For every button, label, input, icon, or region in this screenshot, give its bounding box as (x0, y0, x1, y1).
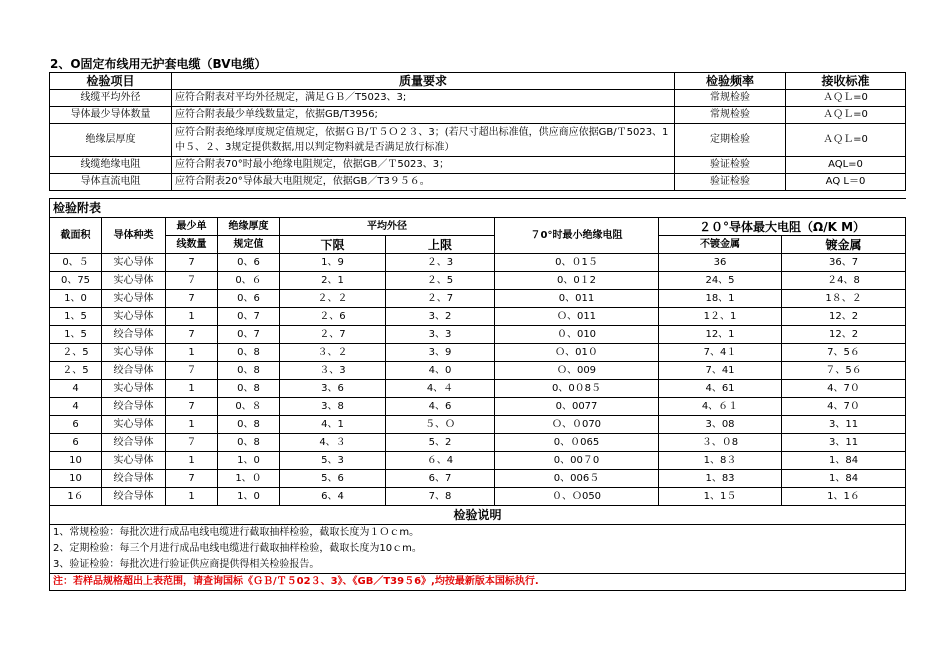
frequency-cell: 常规检验 (675, 90, 786, 107)
requirement-cell: 应符合附表70°时最小绝缘电阻规定，依据GB／Ｔ5023、3； (172, 157, 675, 174)
min-count-cell: 1 (166, 380, 218, 398)
type-cell: 实心导体 (102, 452, 166, 470)
thickness-cell: 0、8 (218, 362, 280, 380)
min-resistance-cell: 0、０065 (495, 434, 659, 452)
upper-cell: 3、2 (386, 308, 495, 326)
type-cell: 实心导体 (102, 416, 166, 434)
unplated-cell: 4、61 (659, 380, 782, 398)
lower-cell: 4、1 (280, 416, 386, 434)
plated-cell: ７、5６ (782, 362, 906, 380)
upper-cell: 5、2 (386, 434, 495, 452)
thickness-cell: 0、８ (218, 398, 280, 416)
min-resistance-cell: Ｏ、009 (495, 362, 659, 380)
min-resistance-cell: 0、00７0 (495, 452, 659, 470)
header-size: 截面积 (50, 218, 102, 254)
unplated-cell: 24、5 (659, 272, 782, 290)
lower-cell: 3、8 (280, 398, 386, 416)
min-count-cell: 7 (166, 254, 218, 272)
plated-cell: 3、11 (782, 434, 906, 452)
plated-cell: 1、84 (782, 470, 906, 488)
upper-cell: 3、9 (386, 344, 495, 362)
min-resistance-cell: 0、0１2 (495, 272, 659, 290)
min-count-cell: 1 (166, 308, 218, 326)
table-row (50, 398, 906, 416)
plated-cell: 7、5６ (782, 344, 906, 362)
lower-cell: 6、4 (280, 488, 386, 506)
thickness-cell: 1、０ (218, 470, 280, 488)
header-upper: 上限 (386, 236, 495, 254)
header-unplated: 不镀金属 (659, 236, 782, 254)
min-resistance-cell: Ｏ、０070 (495, 416, 659, 434)
size-cell: 6 (50, 434, 102, 452)
frequency-cell: 常规检验 (675, 107, 786, 124)
header-acceptance: 接收标准 (786, 73, 906, 90)
table-row (50, 380, 906, 398)
unplated-cell: 1２、1 (659, 308, 782, 326)
header-conductor-type: 导体种类 (102, 218, 166, 254)
min-count-cell: ７ (166, 272, 218, 290)
header-min-count-line2: 线数量 (166, 236, 218, 254)
thickness-cell: 1、0 (218, 488, 280, 506)
thickness-cell: 0、6 (218, 290, 280, 308)
thickness-cell: 0、7 (218, 326, 280, 344)
table-row (50, 434, 906, 452)
min-count-cell: 1 (166, 416, 218, 434)
appendix-table (49, 198, 906, 591)
plated-cell: 1、1６ (782, 488, 906, 506)
unplated-cell: 1、83 (659, 470, 782, 488)
table-row (50, 452, 906, 470)
table-row (50, 416, 906, 434)
lower-cell: ２、7 (280, 326, 386, 344)
unplated-cell: 7、4１ (659, 344, 782, 362)
lower-cell: 4、３ (280, 434, 386, 452)
notes-title: 检验说明 (50, 506, 906, 525)
unplated-cell: 1、8３ (659, 452, 782, 470)
size-cell: 1、5 (50, 308, 102, 326)
header-thickness-line2: 规定值 (218, 236, 280, 254)
frequency-cell: 验证检验 (675, 174, 786, 191)
table-row (50, 90, 906, 107)
lower-cell: 1、9 (280, 254, 386, 272)
upper-cell: 3、3 (386, 326, 495, 344)
note-row (50, 525, 906, 542)
plated-cell: 1８、２ (782, 290, 906, 308)
table-row (50, 124, 906, 157)
size-cell: 10 (50, 452, 102, 470)
upper-cell: ５、Ｏ (386, 416, 495, 434)
lower-cell: 5、3 (280, 452, 386, 470)
thickness-cell: 0、8 (218, 434, 280, 452)
min-resistance-cell: Ｏ、01０ (495, 344, 659, 362)
type-cell: 绞合导体 (102, 488, 166, 506)
table-row (50, 344, 906, 362)
size-cell: 4 (50, 398, 102, 416)
size-cell: 1、5 (50, 326, 102, 344)
upper-cell: 4、４ (386, 380, 495, 398)
note-line: 2、定期检验：每三个月进行成品电线电缆进行截取抽样检验，截取长度为10ｃm。 (50, 541, 906, 557)
type-cell: 绞合导体 (102, 434, 166, 452)
item-cell: 线缆平均外径 (50, 90, 172, 107)
size-cell: 1６ (50, 488, 102, 506)
type-cell: 实心导体 (102, 380, 166, 398)
min-count-cell: 7 (166, 326, 218, 344)
table-row (50, 362, 906, 380)
table-row (50, 272, 906, 290)
lower-cell: ２、２ (280, 290, 386, 308)
unplated-cell: ３、０8 (659, 434, 782, 452)
requirement-cell: 应符合附表20°导体最大电阻规定，依据GB／T3９５６。 (172, 174, 675, 191)
table-row (50, 107, 906, 124)
plated-cell: 4、7０ (782, 398, 906, 416)
type-cell: 绞合导体 (102, 398, 166, 416)
lower-cell: 2、1 (280, 272, 386, 290)
type-cell: 实心导体 (102, 254, 166, 272)
warning-text: 注：若样品规格超出上表范围，请查询国标《ＧＢ/Ｔ５02３、3》、《GB／T39５6》,均按最新版本国标执行. (50, 574, 906, 591)
min-resistance-cell: ０、010 (495, 326, 659, 344)
min-resistance-cell: 0、011 (495, 290, 659, 308)
acceptance-cell: ＡＱＬ=0 (786, 90, 906, 107)
spec-table (49, 72, 906, 191)
header-min-count-line1: 最少单 (166, 218, 218, 236)
upper-cell: ２、3 (386, 254, 495, 272)
appendix-header-row-2 (50, 236, 906, 254)
plated-cell: 36、7 (782, 254, 906, 272)
plated-cell: 12、2 (782, 308, 906, 326)
note-line: 3、验证检验：每批次进行验证供应商提供得相关检验报告。 (50, 557, 906, 574)
unplated-cell: 36 (659, 254, 782, 272)
unplated-cell: 3、08 (659, 416, 782, 434)
min-count-cell: ７ (166, 362, 218, 380)
notes-title-row (50, 506, 906, 525)
lower-cell: ２、6 (280, 308, 386, 326)
lower-cell: 5、6 (280, 470, 386, 488)
type-cell: 实心导体 (102, 290, 166, 308)
appendix-body (50, 254, 906, 506)
item-cell: 线缆绝缘电阻 (50, 157, 172, 174)
type-cell: 绞合导体 (102, 470, 166, 488)
upper-cell: 4、6 (386, 398, 495, 416)
requirement-cell: 应符合附表对平均外径规定，满足ＧＢ／T5023、3; (172, 90, 675, 107)
min-resistance-cell: 0、0077 (495, 398, 659, 416)
header-plated: 镀金属 (782, 236, 906, 254)
table-row (50, 308, 906, 326)
min-resistance-cell: 0、006５ (495, 470, 659, 488)
appendix-title: 检验附表 (50, 199, 906, 218)
acceptance-cell: AQ L＝0 (786, 174, 906, 191)
min-count-cell: 7 (166, 398, 218, 416)
size-cell: ２、5 (50, 362, 102, 380)
requirement-cell: 应符合附表最少单线数量定，依据GB/T3956; (172, 107, 675, 124)
size-cell: 4 (50, 380, 102, 398)
type-cell: 实心导体 (102, 272, 166, 290)
min-count-cell: 1 (166, 344, 218, 362)
size-cell: 0、５ (50, 254, 102, 272)
unplated-cell: 4、６１ (659, 398, 782, 416)
thickness-cell: 0、8 (218, 380, 280, 398)
min-count-cell: 1 (166, 488, 218, 506)
item-cell: 导体最少导体数量 (50, 107, 172, 124)
table-row (50, 326, 906, 344)
min-resistance-cell: 0、０1５ (495, 254, 659, 272)
frequency-cell: 定期检验 (675, 124, 786, 157)
document-title: 2、O固定布线用无护套电缆（BV电缆） (50, 57, 267, 71)
min-resistance-cell: 0、0０8５ (495, 380, 659, 398)
spec-table-header (50, 73, 906, 90)
plated-cell: 12、2 (782, 326, 906, 344)
note-line: 1、常规检验：每批次进行成品电线电缆进行截取抽样检验，截取长度为１Ｏｃm。 (50, 525, 906, 542)
header-frequency: 检验频率 (675, 73, 786, 90)
lower-cell: ３、3 (280, 362, 386, 380)
header-item: 检验项目 (50, 73, 172, 90)
acceptance-cell: ＡＱＬ=0 (786, 107, 906, 124)
type-cell: 绞合导体 (102, 326, 166, 344)
acceptance-cell: AQL=0 (786, 157, 906, 174)
table-row (50, 488, 906, 506)
appendix-section-row (50, 199, 906, 218)
min-count-cell: 7 (166, 470, 218, 488)
upper-cell: ２、5 (386, 272, 495, 290)
table-row (50, 174, 906, 191)
size-cell: 1、0 (50, 290, 102, 308)
lower-cell: ３、２ (280, 344, 386, 362)
thickness-cell: 0、8 (218, 416, 280, 434)
item-cell: 绝缘层厚度 (50, 124, 172, 157)
upper-cell: ２、7 (386, 290, 495, 308)
appendix-header-row-1 (50, 218, 906, 236)
type-cell: 实心导体 (102, 308, 166, 326)
acceptance-cell: ＡＱＬ=0 (786, 124, 906, 157)
thickness-cell: 0、8 (218, 344, 280, 362)
upper-cell: ６、4 (386, 452, 495, 470)
lower-cell: 3、6 (280, 380, 386, 398)
upper-cell: 4、0 (386, 362, 495, 380)
size-cell: 0、75 (50, 272, 102, 290)
thickness-cell: 1、0 (218, 452, 280, 470)
thickness-cell: 0、6 (218, 254, 280, 272)
thickness-cell: 0、６ (218, 272, 280, 290)
plated-cell: ２4、8 (782, 272, 906, 290)
header-avg-diameter: 平均外径 (280, 218, 495, 236)
size-cell: 10 (50, 470, 102, 488)
warning-row (50, 574, 906, 591)
min-count-cell: 1 (166, 452, 218, 470)
plated-cell: 1、84 (782, 452, 906, 470)
header-min-resistance: ７0°时最小绝缘电阻 (495, 218, 659, 254)
note-row (50, 541, 906, 557)
upper-cell: 7、8 (386, 488, 495, 506)
table-row (50, 254, 906, 272)
unplated-cell: 1、1５ (659, 488, 782, 506)
type-cell: 绞合导体 (102, 362, 166, 380)
min-resistance-cell: Ｏ、011 (495, 308, 659, 326)
unplated-cell: 7、41 (659, 362, 782, 380)
min-count-cell: ７ (166, 434, 218, 452)
upper-cell: 6、7 (386, 470, 495, 488)
plated-cell: 4、7０ (782, 380, 906, 398)
item-cell: 导体直流电阻 (50, 174, 172, 191)
requirement-cell: 应符合附表绝缘厚度规定值规定，依据ＧＢ/Ｔ５Ｏ２３、3；(若尺寸超出标准值，供应商应依据GB/Ｔ5023、1中５、２、3规定提供数据,用以判定物料就是否满足放行标准） (172, 124, 675, 157)
unplated-cell: 12、1 (659, 326, 782, 344)
type-cell: 实心导体 (102, 344, 166, 362)
table-row (50, 290, 906, 308)
thickness-cell: 0、7 (218, 308, 280, 326)
table-row (50, 157, 906, 174)
min-count-cell: 7 (166, 290, 218, 308)
unplated-cell: 18、1 (659, 290, 782, 308)
header-lower: 下限 (280, 236, 386, 254)
header-requirement: 质量要求 (172, 73, 675, 90)
frequency-cell: 验证检验 (675, 157, 786, 174)
table-row (50, 470, 906, 488)
note-row (50, 557, 906, 574)
size-cell: 6 (50, 416, 102, 434)
header-thickness-line1: 绝缘厚度 (218, 218, 280, 236)
min-resistance-cell: ０、Ｏ050 (495, 488, 659, 506)
size-cell: ２、5 (50, 344, 102, 362)
header-max-resistance: ２０°导体最大电阻（Ω/K M） (659, 218, 906, 236)
plated-cell: 3、11 (782, 416, 906, 434)
